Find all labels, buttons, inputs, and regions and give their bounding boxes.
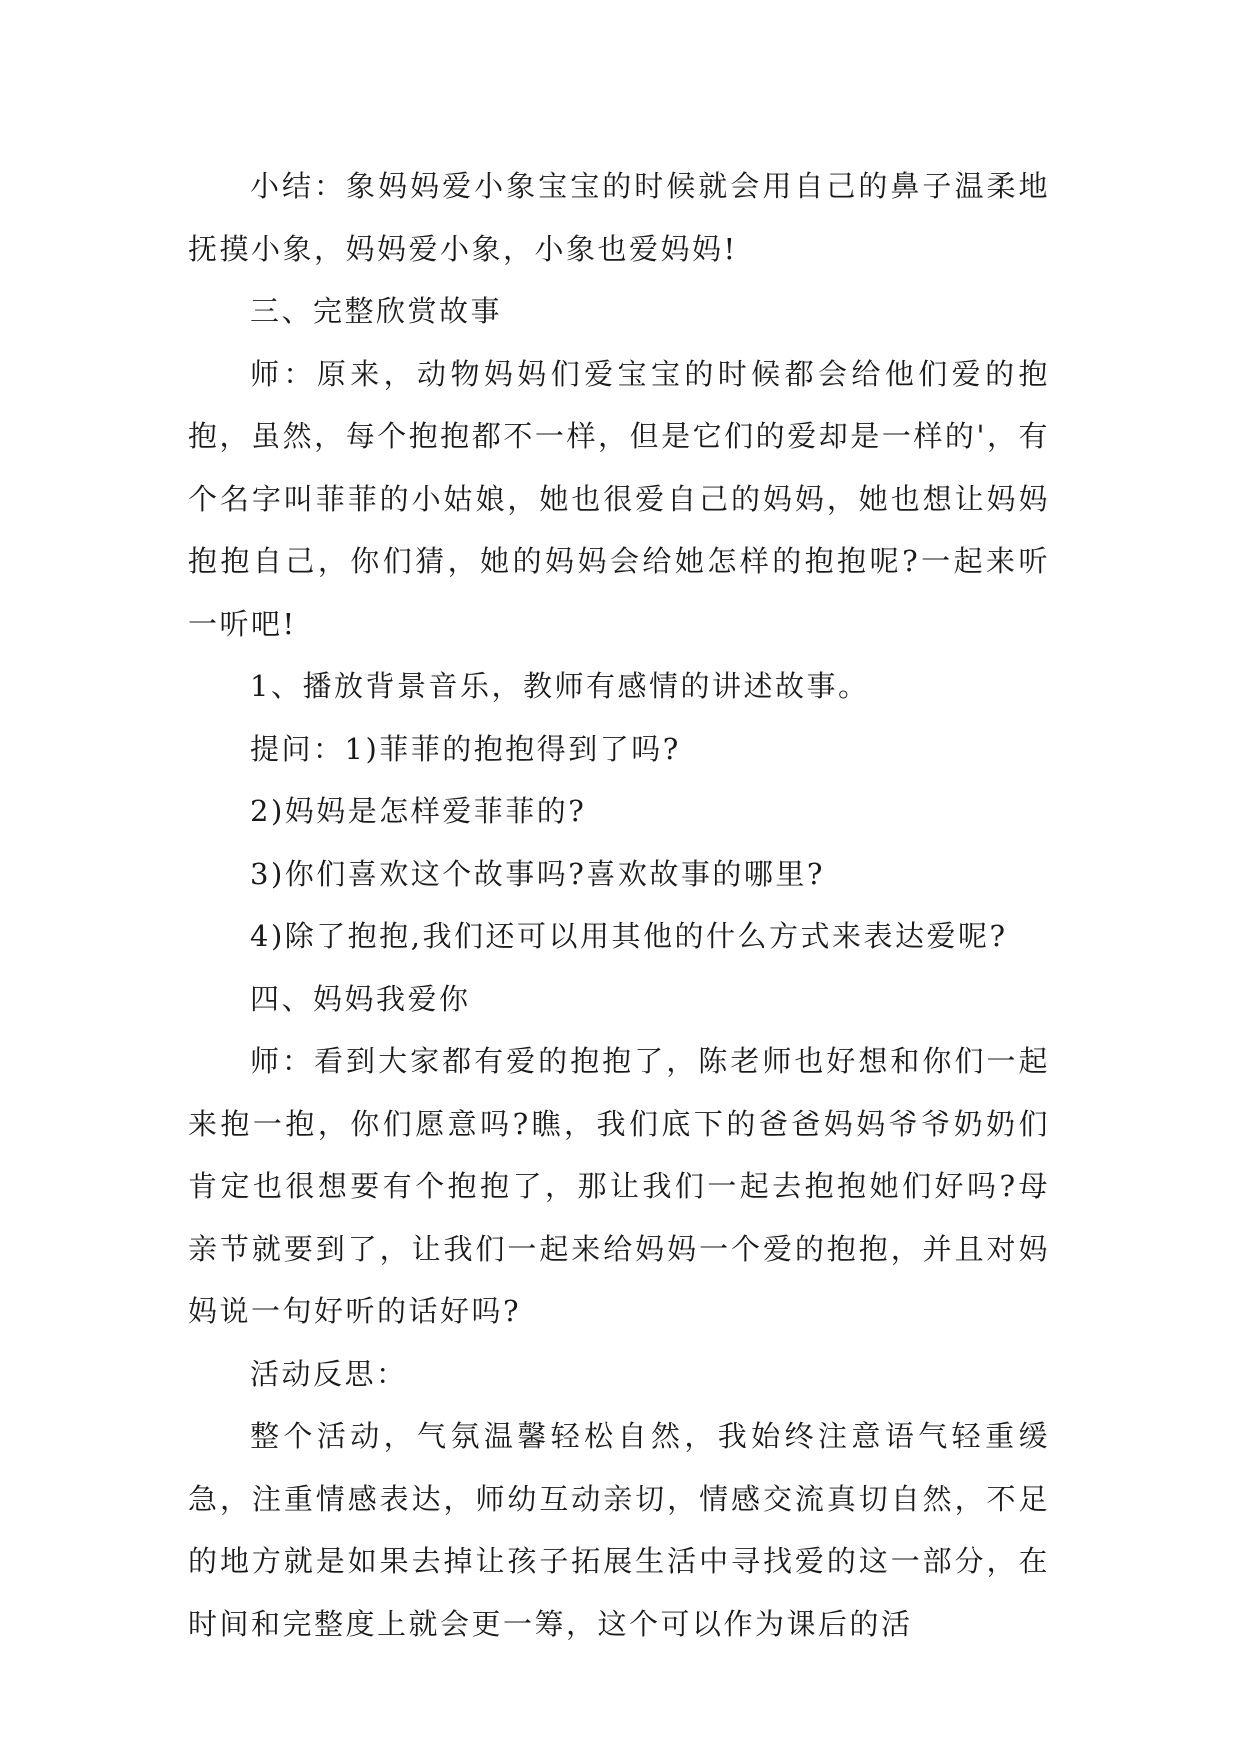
section-heading-3: 三、完整欣赏故事 [250, 294, 503, 328]
reflection-heading: 活动反思： [250, 1356, 408, 1391]
step-paragraph: 1、播放背景音乐，教师有感情的讲述故事。 [250, 669, 870, 703]
reflection-paragraph: 整个活动，气氛温馨轻松自然，我始终注意语气轻重缓急，注重情感表达，师幼互动亲切，情感交流真切自然，不足的地方就是如果去掉让孩子拓展生活中寻找爱的这一部分，在时间和完整度上就会更一筹，这个可以作为课后的活 [188, 1419, 1050, 1641]
summary-paragraph: 小结：象妈妈爱小象宝宝的时候就会用自己的鼻子温柔地抚摸小象，妈妈爱小象，小象也爱妈妈! [188, 169, 1050, 266]
teacher-paragraph-2: 师：看到大家都有爱的抱抱了，陈老师也好想和你们一起来抱一抱，你们愿意吗?瞧，我们底下的爸爸妈妈爷爷奶奶们肯定也很想要有个抱抱了，那让我们一起去抱抱她们好吗?母亲节就要到了，让我们一起来给妈妈一个爱的抱抱，并且对妈妈说一句好听的话好吗? [188, 1044, 1050, 1328]
document-page [188, 155, 1050, 1655]
question-4: 4)除了抱抱,我们还可以用其他的什么方式来表达爱呢? [250, 919, 1008, 953]
teacher-paragraph: 师：原来，动物妈妈们爱宝宝的时候都会给他们爱的抱抱，虽然，每个抱抱都不一样，但是它们的爱却是一样的'，有个名字叫菲菲的小姑娘，她也很爱自己的妈妈，她也想让妈妈抱抱自己，你们猜，她的妈妈会给她怎样的抱抱呢?一起来听一听吧! [188, 356, 1050, 641]
section-heading-4: 四、妈妈我爱你 [250, 981, 471, 1016]
question-2: 2)妈妈是怎样爱菲菲的? [250, 794, 587, 828]
question-3: 3)你们喜欢这个故事吗?喜欢故事的哪里? [250, 856, 825, 891]
question-1: 提问：1)菲菲的抱抱得到了吗? [250, 731, 681, 766]
